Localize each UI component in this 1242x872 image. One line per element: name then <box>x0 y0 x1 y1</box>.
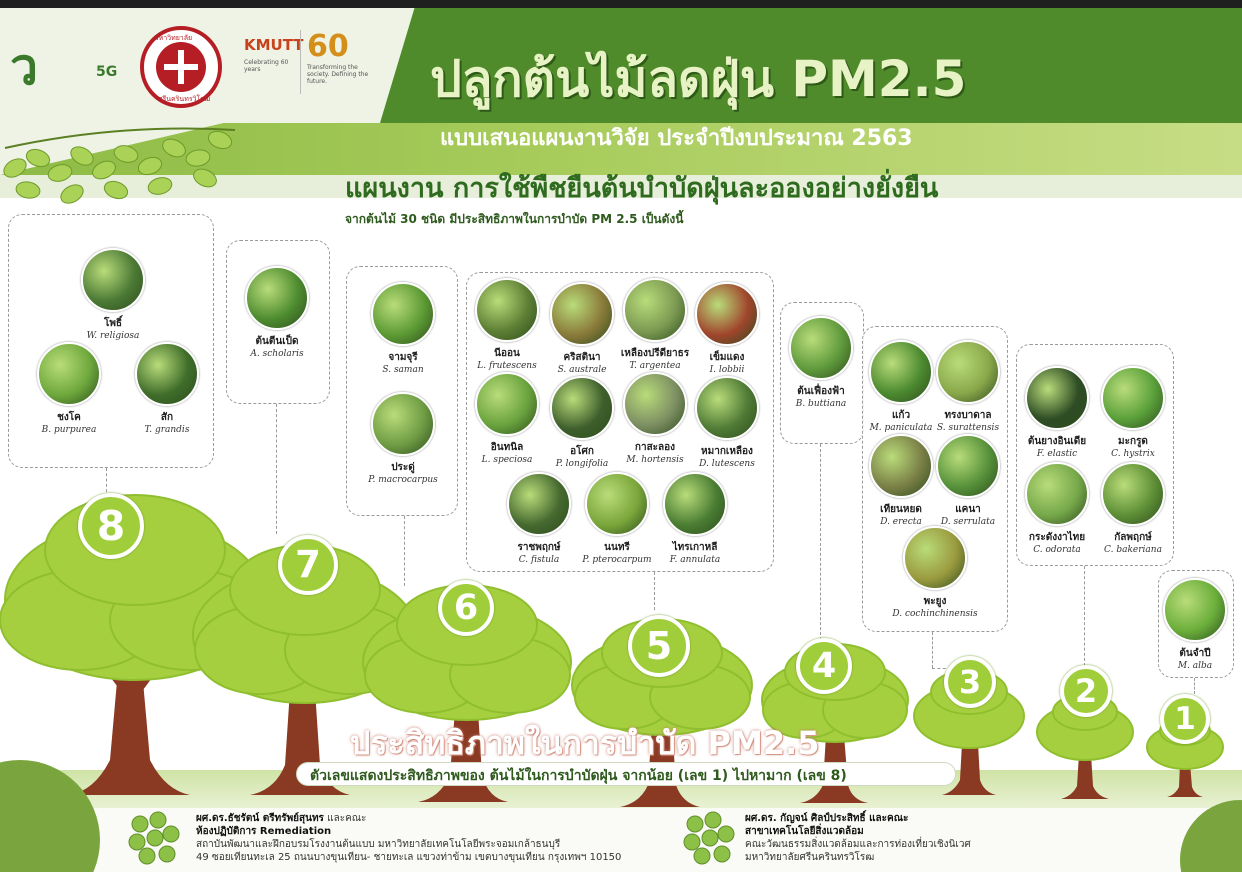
plant-item <box>112 342 222 435</box>
plant-thai-name: กระดังงาไทย <box>1028 532 1086 543</box>
plant-thai-name: ต้นยางอินเดีย <box>1027 436 1087 447</box>
left-credit-name: ผศ.ดร.ธัชรัตน์ ตรีทรัพย์สุนทร <box>196 813 324 824</box>
plant-photo <box>936 340 1000 404</box>
plant-item <box>348 392 458 485</box>
plant-scientific-name: C. fistula <box>518 555 560 565</box>
top-bar <box>0 0 1242 8</box>
plant-scientific-name: D. lutescens <box>699 459 755 469</box>
right-credit <box>745 812 971 864</box>
plant-item <box>1078 462 1188 555</box>
plant-thai-name: กาสะลอง <box>634 442 676 453</box>
plant-scientific-name: F. annulata <box>669 555 721 565</box>
plant-scientific-name: B. purpurea <box>41 425 97 435</box>
plant-scientific-name: W. religiosa <box>86 331 140 341</box>
plant-item <box>640 472 750 565</box>
plant-thai-name: คริสตินา <box>563 352 601 363</box>
plant-thai-name: ชงโค <box>57 412 81 423</box>
plant-item <box>14 342 124 435</box>
right-credit-faculty: คณะวัฒนธรรมสิ่งแวดล้อมและการท่องเที่ยวเชิงนิเวศ <box>745 839 971 850</box>
plant-thai-name: แคนา <box>955 504 981 515</box>
plant-scientific-name: T. grandis <box>144 425 190 435</box>
plant-thai-name: แก้ว <box>891 410 911 421</box>
plant-scientific-name: C. odorata <box>1033 545 1081 555</box>
plant-item <box>348 282 458 375</box>
plant-thai-name: ไทรเกาหลี <box>672 542 718 553</box>
plant-thai-name: ประดู่ <box>391 462 415 473</box>
plant-photo <box>903 526 967 590</box>
level-badge-2: 2 <box>1060 665 1112 717</box>
plant-thai-name: พะยูง <box>923 596 947 607</box>
plant-thai-name: หมากเหลือง <box>701 446 753 457</box>
plant-thai-name: จามจุรี <box>388 352 418 363</box>
level-badge-3: 3 <box>944 656 996 708</box>
plant-item <box>1140 578 1242 671</box>
left-credit <box>196 812 621 864</box>
plant-scientific-name: L. speciosa <box>481 455 533 465</box>
v5g-logo: ว 5G <box>10 37 118 96</box>
plant-thai-name: เหลืองปรีดียาธร <box>620 348 690 359</box>
plant-thai-name: อินทนิล <box>490 442 524 453</box>
level-badge-4: 4 <box>796 638 852 694</box>
plant-thai-name: ต้นจำปี <box>1179 648 1211 659</box>
connector-line <box>276 404 277 534</box>
plant-thai-name: ทรงบาดาล <box>944 410 992 421</box>
sixty-year-logo: 60 Transforming the society. Defining the future. <box>300 30 380 94</box>
plant-thai-name: กัลพฤกษ์ <box>1114 532 1152 543</box>
plant-scientific-name: M. hortensis <box>626 455 684 465</box>
right-credit-name: ผศ.ดร. กัญจน์ ศิลป์ประสิทธิ์ และคณะ <box>745 813 909 824</box>
plant-thai-name: เข็มแดง <box>709 352 745 363</box>
intro-text: จากต้นไม้ 30 ชนิด มีประสิทธิภาพในการบำบัด PM 2.5 เป็นดังนี้ <box>345 212 684 226</box>
plant-photo <box>1163 578 1227 642</box>
plan-title: แผนงาน การใช้พืชยืนต้นบำบัดฝุ่นละอองอย่างยั่งยืน <box>345 173 939 204</box>
plant-scientific-name: S. australe <box>557 365 607 375</box>
efficiency-title: ประสิทธิภาพในการบำบัด PM2.5 <box>350 724 820 762</box>
left-credit-and: และคณะ <box>327 813 367 824</box>
plant-photo <box>663 472 727 536</box>
plant-scientific-name: D. serrulata <box>940 517 996 527</box>
plant-photo <box>695 282 759 346</box>
level-badge-1: 1 <box>1160 694 1210 744</box>
plant-item <box>1078 366 1188 459</box>
plant-scientific-name: M. alba <box>1177 661 1213 671</box>
plant-scientific-name: D. erecta <box>880 517 922 527</box>
plant-item <box>58 248 168 341</box>
plant-scientific-name: A. scholaris <box>250 349 304 359</box>
left-credit-leaf-icon <box>125 810 183 868</box>
plant-thai-name: อโศก <box>570 446 594 457</box>
plant-scientific-name: C. bakeriana <box>1104 545 1162 555</box>
plant-scientific-name: S. surattensis <box>936 423 1000 433</box>
level-badge-8: 8 <box>78 493 144 559</box>
plant-photo <box>695 376 759 440</box>
leaf-cluster-decoration <box>0 118 240 210</box>
plant-scientific-name: P. macrocarpus <box>368 475 438 485</box>
left-credit-address: 49 ซอยเทียนทะเล 25 ถนนบางขุนเทียน- ชายทะเล แขวงท่าข้าม เขตบางขุนเทียน กรุงเทพฯ 10150 <box>196 852 622 863</box>
plant-scientific-name: B. buttiana <box>795 399 847 409</box>
plant-photo <box>81 248 145 312</box>
plant-thai-name: นีออน <box>494 348 520 359</box>
plant-photo <box>371 282 435 346</box>
plant-photo <box>936 434 1000 498</box>
connector-line <box>404 516 405 586</box>
plant-photo <box>135 342 199 406</box>
plant-scientific-name: D. cochinchinensis <box>892 609 978 619</box>
right-credit-leaf-icon <box>680 810 738 868</box>
plant-scientific-name: P. pterocarpum <box>582 555 652 565</box>
plant-thai-name: โพธิ์ <box>103 318 123 329</box>
plant-scientific-name: F. elastic <box>1036 449 1078 459</box>
main-title: ปลูกต้นไม้ลดฝุ่น PM2.5 <box>430 50 967 108</box>
level-badge-5: 5 <box>628 615 690 677</box>
left-credit-lab: ห้องปฏิบัติการ Remediation <box>196 826 332 837</box>
plant-scientific-name: C. hystrix <box>1111 449 1155 459</box>
plant-thai-name: มะกรูด <box>1118 436 1148 447</box>
plant-photo <box>37 342 101 406</box>
level-badge-6: 6 <box>438 580 494 636</box>
plant-thai-name: นนทรี <box>604 542 630 553</box>
plant-scientific-name: L. frutescens <box>477 361 537 371</box>
plant-thai-name: สัก <box>160 412 174 423</box>
subtitle: แบบเสนอแผนงานวิจัย ประจำปีงบประมาณ 2563 <box>440 126 913 151</box>
plant-photo <box>1101 366 1165 430</box>
efficiency-subtitle: ตัวเลขแสดงประสิทธิภาพของ ต้นไม้ในการบำบัดฝุ่น จากน้อย (เลข 1) ไปหามาก (เลข 8) <box>310 768 847 784</box>
plant-photo <box>789 316 853 380</box>
connector-line <box>654 572 655 610</box>
plant-scientific-name: S. saman <box>382 365 424 375</box>
level-badge-7: 7 <box>278 535 338 595</box>
plant-item <box>880 526 990 619</box>
plant-scientific-name: I. lobbii <box>709 365 745 375</box>
plant-photo <box>245 266 309 330</box>
swu-university-logo: มหาวิทยาลัย ศรีนครินทรวิโรฒ <box>140 26 222 108</box>
plant-thai-name: ต้นเฟื่องฟ้า <box>797 386 845 397</box>
plant-item <box>222 266 332 359</box>
plant-scientific-name: T. argentea <box>629 361 681 371</box>
connector-line <box>1194 678 1195 694</box>
right-credit-dept: สาขาเทคโนโลยีสิ่งแวดล้อม <box>745 826 864 837</box>
plant-scientific-name: M. paniculata <box>869 423 933 433</box>
connector-line <box>820 444 821 640</box>
connector-line <box>932 632 933 668</box>
plant-scientific-name: P. longifolia <box>555 459 609 469</box>
left-credit-org: สถาบันพัฒนาและฝึกอบรมโรงงานต้นแบบ มหาวิทยาลัยเทคโนโลยีพระจอมเกล้าธนบุรี <box>196 839 561 850</box>
plant-thai-name: เทียนหยด <box>880 504 922 515</box>
plant-thai-name: ราชพฤกษ์ <box>517 542 561 553</box>
kmutt-logo: KMUTT Celebrating 60 years <box>244 36 304 73</box>
plant-photo <box>371 392 435 456</box>
plant-thai-name: ต้นตีนเป็ด <box>255 336 299 347</box>
plant-photo <box>1101 462 1165 526</box>
right-credit-university: มหาวิทยาลัยศรีนครินทรวิโรฒ <box>745 852 875 863</box>
connector-line <box>1084 566 1085 666</box>
